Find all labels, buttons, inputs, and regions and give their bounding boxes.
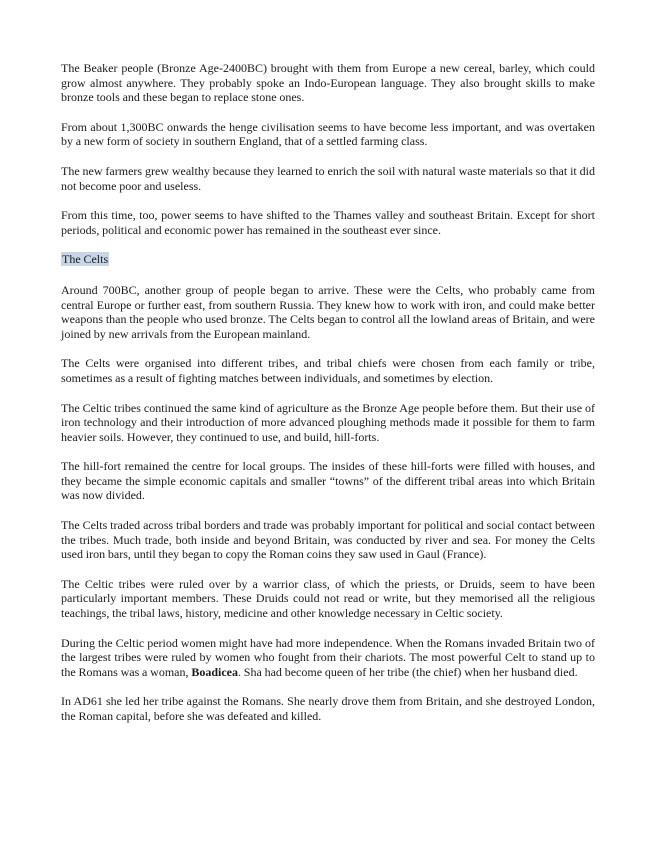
paragraph-celts-arrive: Around 700BC, another group of people began to arrive. These were the Celts, who probably came from central Europe or further east, from southern Russia. They knew how to work with iron, and could make better weapons than the people who used bronze. The Celts began to control all the lowland areas of Britain, and were joined by new arrivals from the European mainland. [61, 282, 595, 341]
paragraph-tribes: The Celts were organised into different tribes, and tribal chiefs were chosen from each family or tribe, sometimes as a result of fighting matches between individuals, and sometimes by election. [61, 356, 595, 385]
boadicea-text-before: During the Celtic period women might have had more independence. When the Romans invaded Britain two of the largest tribes were ruled by women who fought from their chariots. The most powerful Celt to stand up to the Romans was a woman, [61, 635, 595, 679]
paragraph-ad61: In AD61 she led her tribe against the Romans. She nearly drove them from Britain, and she destroyed London, the Roman capital, before she was defeated and killed. [61, 694, 595, 723]
paragraph-hill-forts: The hill-fort remained the centre for local groups. The insides of these hill-forts were filled with houses, and they became the simple economic capitals and smaller “towns” of the different tribal areas into which Britain was now divided. [61, 459, 595, 503]
paragraph-thames-valley: From this time, too, power seems to have shifted to the Thames valley and southeast Britain. Except for short periods, political and economic power has remained in the southeast ever since. [61, 208, 595, 237]
paragraph-henge-civilisation: From about 1,300BC onwards the henge civilisation seems to have become less important, and was overtaken by a new form of society in southern England, that of a settled farming class. [61, 119, 595, 149]
paragraph-druids: The Celtic tribes were ruled over by a warrior class, of which the priests, or Druids, seem to have been particularly important members. These Druids could not read or write, but they memorised all the religious teachings, the tribal laws, history, medicine and other knowledge necessary in Celtic society. [61, 576, 595, 621]
paragraph-boadicea [61, 636, 595, 680]
paragraph-beaker-people: The Beaker people (Bronze Age-2400BC) brought with them from Europe a new cereal, barley, which could grow almost anywhere. They probably spoke an Indo-European language. They also brought skills to make bronze tools and these began to replace stone ones. [61, 61, 595, 105]
boadicea-text-after: . Sha had become queen of her tribe (the chief) when her husband died. [237, 664, 578, 679]
paragraph-trade: The Celts traded across tribal borders and trade was probably important for political and social contact between the tribes. Much trade, both inside and beyond Britain, was conducted by river and sea. For money the Celts used iron bars, until they began to copy the Roman coins they saw used in Gaul (France). [61, 518, 595, 562]
section-heading[interactable] [61, 252, 595, 267]
boadicea-bold-name: Boadicea [191, 664, 238, 679]
paragraph-agriculture: The Celtic tribes continued the same kind of agriculture as the Bronze Age people before them. But their use of iron technology and their introduction of more advanced ploughing methods made it possible for them to farm heavier soils. However, they continued to use, and build, hill-forts. [61, 400, 595, 444]
selected-heading-text[interactable]: The Celts [62, 252, 109, 267]
paragraph-new-farmers: The new farmers grew wealthy because they learned to enrich the soil with natural waste materials so that it did not become poor and useless. [61, 163, 595, 193]
